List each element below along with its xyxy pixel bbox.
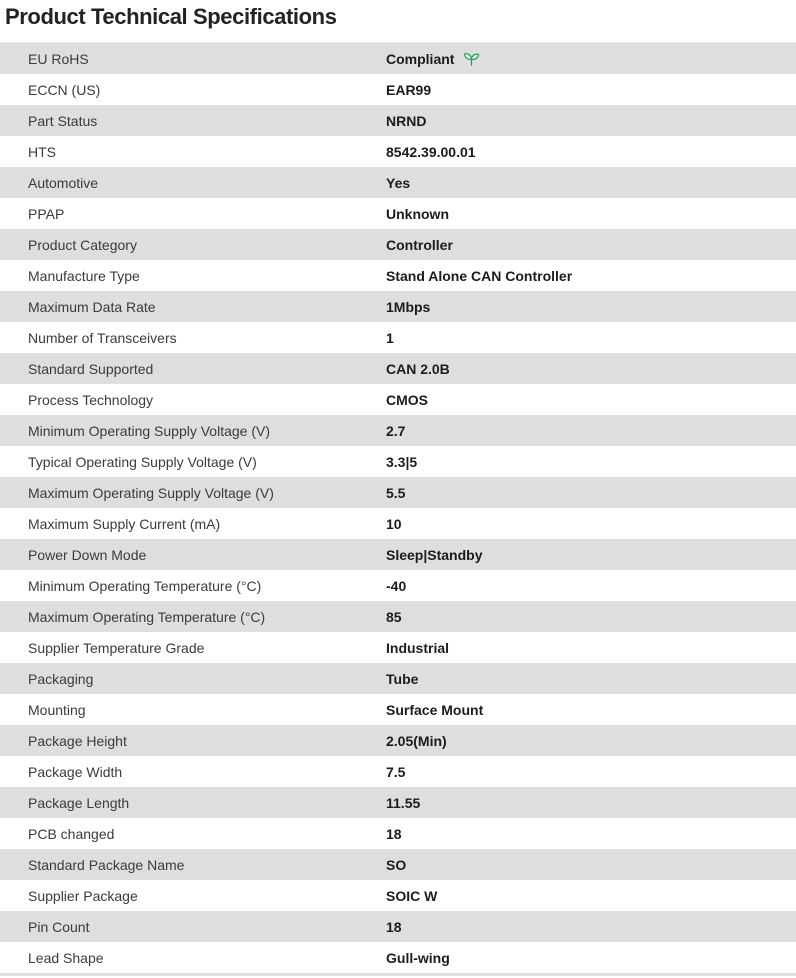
spec-value-text: 11.55: [386, 794, 421, 811]
spec-label: ECCN (US): [28, 81, 101, 98]
page-title: Product Technical Specifications: [5, 4, 337, 29]
spec-value: [386, 609, 402, 625]
spec-row: [0, 167, 796, 198]
spec-value-text: Sleep|Standby: [386, 546, 483, 563]
spec-row: [0, 818, 796, 849]
spec-value-text: 18: [386, 825, 402, 842]
spec-row: [0, 570, 796, 601]
spec-row: [0, 353, 796, 384]
spec-row: [0, 477, 796, 508]
spec-value: [386, 795, 420, 811]
spec-label: Lead Shape: [28, 949, 104, 966]
spec-label: Automotive: [28, 174, 99, 191]
spec-label: Typical Operating Supply Voltage (V): [28, 453, 257, 470]
spec-label: Maximum Supply Current (mA): [28, 515, 221, 532]
spec-row: [0, 105, 796, 136]
spec-value-text: SOIC W: [386, 887, 438, 904]
spec-value-text: 8542.39.00.01: [386, 143, 476, 160]
spec-row: [0, 601, 796, 632]
spec-value: [386, 330, 394, 346]
spec-value: [386, 113, 426, 129]
spec-value: [386, 144, 476, 160]
spec-row: [0, 880, 796, 911]
spec-label: EU RoHS: [28, 50, 89, 67]
spec-value: [386, 671, 418, 687]
spec-value: [386, 826, 402, 842]
spec-label: Minimum Operating Temperature (°C): [28, 577, 262, 594]
spec-row: [0, 787, 796, 818]
spec-row: [0, 663, 796, 694]
spec-value-text: NRND: [386, 112, 427, 129]
spec-row: [0, 260, 796, 291]
spec-row: [0, 632, 796, 663]
spec-label: HTS: [28, 143, 56, 160]
spec-row: [0, 198, 796, 229]
spec-value: [386, 733, 447, 749]
spec-value-text: Controller: [386, 236, 453, 253]
spec-row: [0, 322, 796, 353]
spec-value-text: EAR99: [386, 81, 432, 98]
spec-value: [386, 392, 428, 408]
spec-value: [386, 640, 449, 656]
leaf-icon: [463, 51, 480, 66]
spec-label: Package Height: [28, 732, 127, 749]
spec-value-text: 2.7: [386, 422, 406, 439]
spec-label: Minimum Operating Supply Voltage (V): [28, 422, 270, 439]
spec-value-text: CAN 2.0B: [386, 360, 450, 377]
spec-value: [386, 299, 430, 315]
spec-row: [0, 508, 796, 539]
spec-label: Manufacture Type: [28, 267, 140, 284]
spec-label: Pin Count: [28, 918, 90, 935]
spec-value-text: Tube: [386, 670, 419, 687]
spec-row: [0, 725, 796, 756]
spec-value-text: 85: [386, 608, 402, 625]
spec-value: [386, 547, 483, 563]
spec-value: [386, 857, 406, 873]
spec-row: [0, 911, 796, 942]
spec-value: [386, 888, 437, 904]
spec-value: [386, 764, 405, 780]
spec-label: Mounting: [28, 701, 86, 718]
spec-value: [386, 82, 431, 98]
spec-label: Maximum Operating Supply Voltage (V): [28, 484, 274, 501]
spec-value-text: 3.3|5: [386, 453, 418, 470]
spec-row: [0, 756, 796, 787]
spec-value-text: Compliant: [386, 50, 455, 67]
partial-row: [0, 973, 796, 976]
spec-value-text: Stand Alone CAN Controller: [386, 267, 573, 284]
spec-row: [0, 415, 796, 446]
spec-label: Supplier Package: [28, 887, 138, 904]
spec-value: [386, 454, 417, 470]
spec-label: Part Status: [28, 112, 98, 129]
spec-value: [386, 702, 483, 718]
spec-row: [0, 694, 796, 725]
spec-value-text: 2.05(Min): [386, 732, 447, 749]
spec-value-text: 10: [386, 515, 402, 532]
spec-label: Maximum Operating Temperature (°C): [28, 608, 266, 625]
spec-value-text: Surface Mount: [386, 701, 484, 718]
spec-row: [0, 384, 796, 415]
spec-value: [386, 237, 453, 253]
spec-label: Number of Transceivers: [28, 329, 177, 346]
spec-label: Maximum Data Rate: [28, 298, 156, 315]
spec-row: [0, 229, 796, 260]
spec-label: PPAP: [28, 205, 65, 222]
spec-value-text: Unknown: [386, 205, 449, 222]
spec-row: [0, 539, 796, 570]
spec-value: [386, 485, 405, 501]
spec-label: Supplier Temperature Grade: [28, 639, 205, 656]
spec-value-text: 1Mbps: [386, 298, 431, 315]
spec-label: Product Category: [28, 236, 137, 253]
spec-value-text: SO: [386, 856, 407, 873]
spec-row: [0, 291, 796, 322]
spec-label: PCB changed: [28, 825, 115, 842]
spec-value: [386, 206, 449, 222]
spec-value-text: 5.5: [386, 484, 406, 501]
spec-value-text: 18: [386, 918, 402, 935]
spec-value: [386, 268, 572, 284]
spec-row: [0, 446, 796, 477]
spec-value-text: Yes: [386, 174, 411, 191]
spec-label: Package Length: [28, 794, 130, 811]
spec-value-text: Gull-wing: [386, 949, 450, 966]
spec-label: Process Technology: [28, 391, 154, 408]
spec-label: Packaging: [28, 670, 94, 687]
spec-label: Power Down Mode: [28, 546, 147, 563]
spec-row: [0, 942, 796, 973]
spec-value-text: 1: [386, 329, 394, 346]
spec-value-text: Industrial: [386, 639, 450, 656]
spec-value: [386, 919, 402, 935]
spec-label: Package Width: [28, 763, 123, 780]
spec-value-text: -40: [386, 577, 407, 594]
spec-row: [0, 849, 796, 880]
spec-value-text: 7.5: [386, 763, 406, 780]
spec-table: [0, 42, 796, 976]
spec-row: [0, 74, 796, 105]
spec-value-text: CMOS: [386, 391, 428, 408]
spec-value: [386, 51, 480, 67]
spec-row: [0, 43, 796, 74]
spec-value: [386, 516, 402, 532]
spec-row: [0, 136, 796, 167]
spec-label: Standard Package Name: [28, 856, 185, 873]
spec-label: Standard Supported: [28, 360, 154, 377]
spec-value: [386, 175, 410, 191]
spec-value: [386, 950, 450, 966]
spec-value: [386, 361, 450, 377]
spec-value: [386, 578, 406, 594]
spec-value: [386, 423, 405, 439]
